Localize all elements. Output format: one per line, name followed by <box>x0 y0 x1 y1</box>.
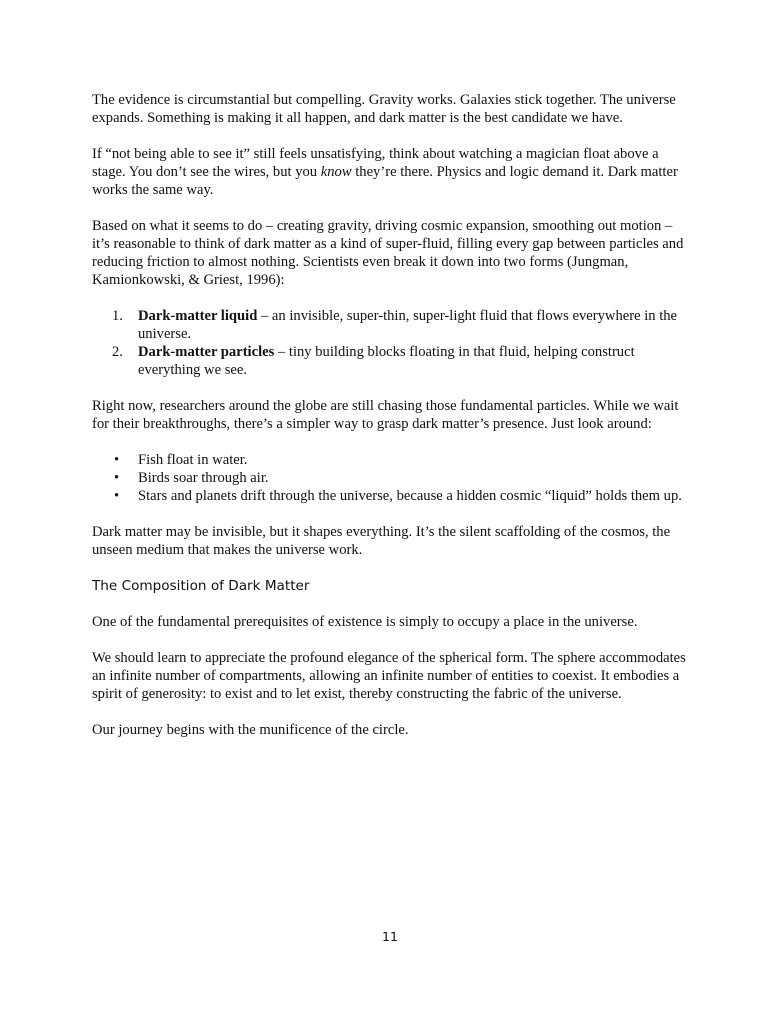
bullet-icon: • <box>114 452 120 468</box>
numbered-list <box>92 307 688 379</box>
bullet-list-item <box>92 451 688 469</box>
bullet-icon: • <box>114 470 120 486</box>
bullet-item-text: Birds soar through air. <box>138 470 269 486</box>
list-item-term: Dark-matter particles <box>138 344 275 360</box>
paragraph-sphere: We should learn to appreciate the profound elegance of the spherical form. The sphere accommodates an infinite number of compartments, allowing an infinite number of entities to coexist. It embodies a spirit of generosity: to exist and to let exist, thereby constructing the fabric of the universe. <box>92 650 686 702</box>
list-number: 2. <box>112 344 123 360</box>
list-item-term: Dark-matter liquid <box>138 308 258 324</box>
page-number: 11 <box>382 929 398 944</box>
bullet-list-item <box>92 487 688 505</box>
bullet-icon: • <box>114 488 120 504</box>
list-item-description: – an invisible, super-thin, super-light fluid that flows everywhere in the universe. <box>138 308 678 342</box>
page-body <box>92 91 688 757</box>
paragraph-evidence: The evidence is circumstantial but compelling. Gravity works. Galaxies stick together. The universe expands. Something is making it all happen, and dark matter is the best candidate we have. <box>92 92 676 126</box>
paragraph-researchers: Right now, researchers around the globe are still chasing those fundamental particles. While we wait for their breakthroughs, there’s a simpler way to grasp dark matter’s presence. Just look around: <box>92 398 679 432</box>
numbered-list-item <box>92 343 688 379</box>
paragraph-magician-end: they’re there. Physics and logic demand it. Dark matter works the same way. <box>92 164 678 198</box>
paragraph-prerequisites: One of the fundamental prerequisites of existence is simply to occupy a place in the universe. <box>92 614 638 630</box>
numbered-list-item <box>92 307 688 343</box>
emphasis-know: know <box>320 164 352 180</box>
paragraph-invisible: Dark matter may be invisible, but it shapes everything. It’s the silent scaffolding of the cosmos, the unseen medium that makes the universe work. <box>92 524 671 558</box>
list-item-description: – tiny building blocks floating in that fluid, helping construct everything we see. <box>138 344 635 378</box>
paragraph-super-fluid: Based on what it seems to do – creating gravity, driving cosmic expansion, smoothing out motion – it’s reasonable to think of dark matter as a kind of super-fluid, filling every gap between particles and reducing friction to almost nothing. Scientists even break it down into two forms (Jungman, Kamionkowski, & Griest, 1996): <box>92 218 684 288</box>
paragraph-magician <box>92 145 688 199</box>
bullet-list <box>92 451 688 505</box>
paragraph-magician-start: If “not being able to see it” still feels unsatisfying, think about watching a magician float above a stage. You don’t see the wires, but you <box>92 146 659 180</box>
bullet-item-text: Stars and planets drift through the universe, because a hidden cosmic “liquid” holds them up. <box>138 488 682 504</box>
section-heading: The Composition of Dark Matter <box>92 578 310 594</box>
bullet-list-item <box>92 469 688 487</box>
list-number: 1. <box>112 308 123 324</box>
bullet-item-text: Fish float in water. <box>138 452 248 468</box>
paragraph-journey: Our journey begins with the munificence of the circle. <box>92 722 409 738</box>
